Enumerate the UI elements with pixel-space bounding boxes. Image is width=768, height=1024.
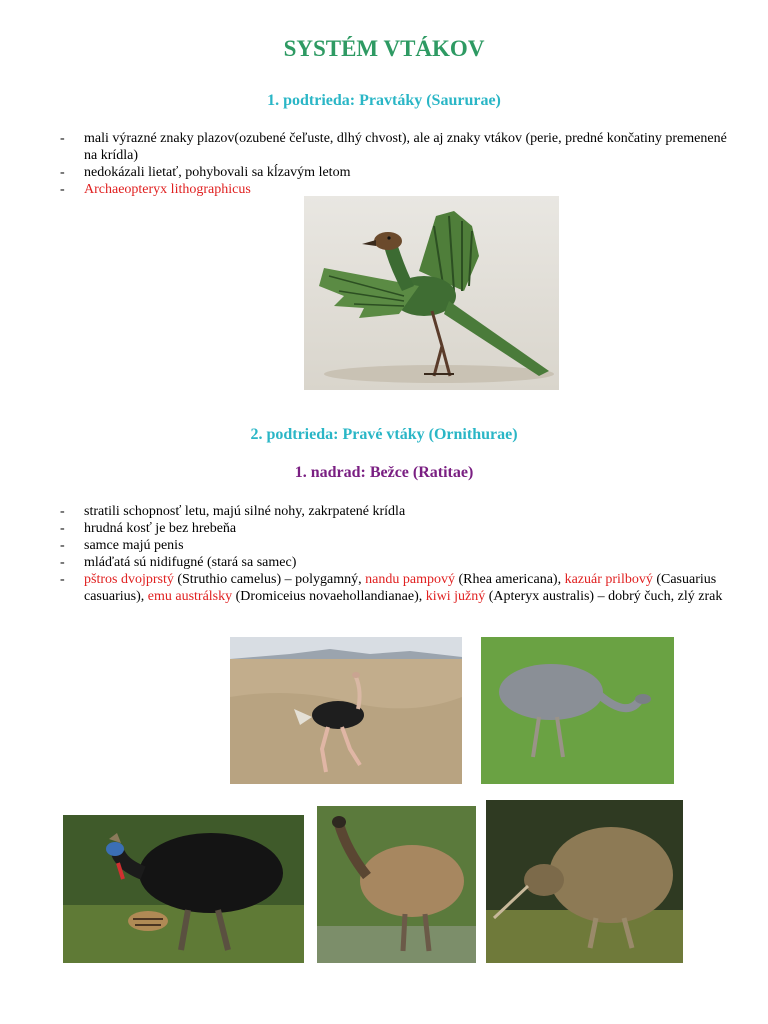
emu-image xyxy=(317,806,476,963)
page-title: SYSTÉM VTÁKOV xyxy=(283,36,485,61)
superorder-heading: 1. nadrad: Bežce (Ratitae) xyxy=(294,464,474,481)
cassowary-latin: (Casuarius casuarius), xyxy=(84,572,717,604)
section-2-list xyxy=(60,503,730,605)
emu-name: emu austrálsky xyxy=(147,589,233,604)
list-item: - samce majú penis xyxy=(60,537,730,554)
list-item: - mali výrazné znaky plazov(ozubené čeľuste, dlhý chvost), ale aj znaky vtákov (perie, predné končatiny premenené na krídla) xyxy=(60,130,730,164)
kiwi-latin: (Apteryx australis) – dobrý čuch, zlý zrak xyxy=(485,589,723,604)
ostrich-image xyxy=(230,637,462,784)
archaeopteryx-image xyxy=(304,196,559,390)
section-1-list xyxy=(60,130,730,198)
kiwi-image xyxy=(486,800,683,963)
ostrich-latin: (Struthio camelus) – polygamný, xyxy=(173,572,366,587)
rhea-image xyxy=(481,637,674,784)
list-item: - nedokázali lietať, pohybovali sa kĺzavým letom xyxy=(60,164,730,181)
ostrich-name: pštros dvojprstý xyxy=(84,572,174,587)
cassowary-image xyxy=(63,815,304,963)
rhea-name: nandu pampový xyxy=(365,572,455,587)
rhea-latin: (Rhea americana), xyxy=(454,572,565,587)
emu-latin: (Dromiceius novaehollandianae), xyxy=(232,589,426,604)
list-item: - stratili schopnosť letu, majú silné nohy, zakrpatené krídla xyxy=(60,503,730,520)
list-item: - mláďatá sú nidifugné (stará sa samec) xyxy=(60,554,730,571)
species-list-item xyxy=(60,571,730,605)
list-item: - hrudná kosť je bez hrebeňa xyxy=(60,520,730,537)
kiwi-name: kiwi južný xyxy=(425,589,486,604)
section-2-heading: 2. podtrieda: Pravé vtáky (Ornithurae) xyxy=(250,426,518,443)
cassowary-name: kazuár prilbový xyxy=(564,572,653,587)
archaeopteryx-name: Archaeopteryx lithographicus xyxy=(84,182,251,197)
section-1-heading: 1. podtrieda: Pravtáky (Saururae) xyxy=(267,92,501,109)
